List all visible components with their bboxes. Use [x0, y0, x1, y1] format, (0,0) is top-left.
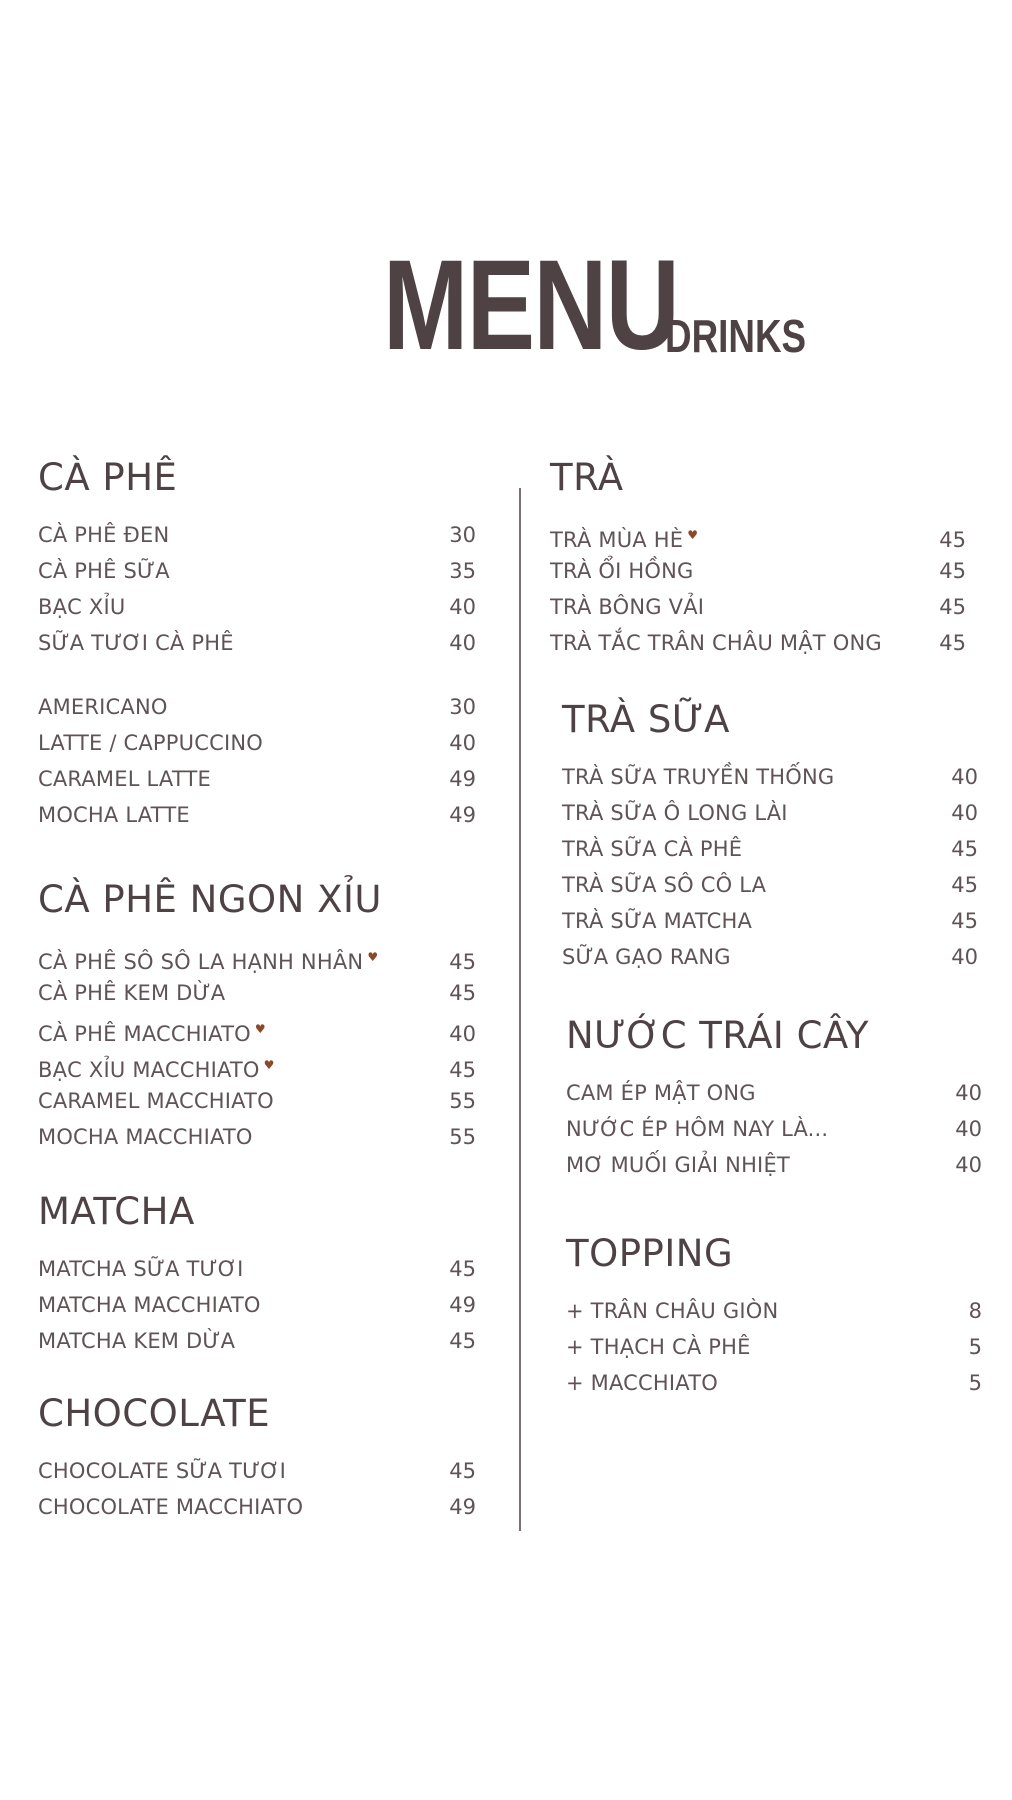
menu-item-price: 45 — [449, 980, 476, 1005]
menu-item — [550, 553, 966, 589]
menu-item-name-text: CARAMEL MACCHIATO — [38, 1088, 274, 1113]
menu-item-price: 40 — [449, 630, 476, 655]
menu-header — [383, 234, 841, 377]
menu-item-name — [550, 517, 698, 558]
menu-item-name — [562, 795, 788, 831]
menu-item-name — [38, 1453, 286, 1489]
menu-item-price: 49 — [449, 766, 476, 791]
item-list — [562, 759, 978, 975]
menu-item-name — [38, 1011, 266, 1052]
menu-item — [38, 553, 476, 589]
heart-icon: ♥ — [254, 1021, 266, 1036]
section-ca-phe-ngon-xiu — [38, 880, 476, 1155]
item-list — [566, 1293, 982, 1401]
menu-item-price: 45 — [939, 630, 966, 655]
menu-title: MENU — [383, 234, 679, 377]
menu-item-name — [562, 939, 731, 975]
menu-item-name — [38, 517, 169, 553]
item-list — [566, 1075, 982, 1183]
menu-item-name — [38, 625, 234, 661]
menu-item-name-text: SỮA TƯƠI CÀ PHÊ — [38, 630, 234, 655]
menu-item — [566, 1365, 982, 1401]
menu-item-name-text: TRÀ SỮA TRUYỀN THỐNG — [562, 764, 835, 789]
menu-item — [38, 1119, 476, 1155]
menu-item-name — [562, 831, 742, 867]
menu-item-name — [38, 761, 211, 797]
item-list — [550, 517, 966, 661]
section-ca-phe — [38, 458, 476, 833]
item-list — [38, 939, 476, 1155]
menu-item — [566, 1147, 982, 1183]
menu-item-name-text: MOCHA LATTE — [38, 802, 190, 827]
menu-item-name — [566, 1147, 790, 1183]
menu-item-price: 45 — [951, 908, 978, 933]
menu-item — [38, 517, 476, 553]
menu-item — [566, 1075, 982, 1111]
menu-item-price: 30 — [449, 694, 476, 719]
menu-item-name-text: TRÀ SỮA Ô LONG LÀI — [562, 800, 788, 825]
menu-item-name-text: CÀ PHÊ ĐEN — [38, 522, 170, 547]
menu-item-name-text: CÀ PHÊ SÔ SÔ LA HẠNH NHÂN — [38, 949, 364, 974]
heart-icon: ♥ — [687, 527, 699, 542]
section-title: CHOCOLATE — [38, 1392, 271, 1435]
menu-item-name — [562, 867, 766, 903]
menu-item-price: 40 — [955, 1116, 982, 1141]
menu-item-price: 45 — [939, 558, 966, 583]
menu-item-price: 49 — [449, 802, 476, 827]
section-tra-sua — [562, 700, 978, 975]
menu-item — [38, 797, 476, 833]
menu-item — [562, 903, 978, 939]
section-topping — [566, 1234, 982, 1401]
section-chocolate — [38, 1394, 476, 1525]
menu-item-name — [550, 625, 882, 661]
menu-item — [38, 1323, 476, 1359]
menu-item-name — [38, 1083, 274, 1119]
menu-item-name-text: + THẠCH CÀ PHÊ — [566, 1334, 751, 1359]
section-title: NƯỚC TRÁI CÂY — [566, 1014, 869, 1057]
menu-item — [38, 625, 476, 661]
menu-item — [566, 1293, 982, 1329]
menu-item-name-text: CÀ PHÊ MACCHIATO — [38, 1021, 251, 1046]
menu-item-name — [562, 903, 752, 939]
section-title: CÀ PHÊ NGON XỈU — [38, 878, 382, 921]
menu-item — [38, 975, 476, 1011]
menu-item-price: 40 — [955, 1080, 982, 1105]
menu-item-price: 45 — [449, 949, 476, 974]
menu-item — [562, 867, 978, 903]
menu-item — [562, 939, 978, 975]
menu-item-price: 5 — [968, 1370, 982, 1395]
heart-icon: ♥ — [367, 949, 379, 964]
menu-item-name — [550, 589, 704, 625]
menu-item-name-text: TRÀ SỮA SÔ CÔ LA — [562, 872, 767, 897]
item-list — [38, 517, 476, 661]
menu-item-name — [38, 1119, 253, 1155]
menu-item — [38, 1453, 476, 1489]
menu-item-name — [38, 1251, 244, 1287]
menu-item — [38, 761, 476, 797]
menu-item — [562, 831, 978, 867]
menu-item-name-text: MOCHA MACCHIATO — [38, 1124, 253, 1149]
menu-item-price: 40 — [951, 944, 978, 969]
section-tra — [550, 458, 966, 661]
menu-item-name — [566, 1329, 751, 1365]
menu-item-name-text: TRÀ MÙA HÈ — [550, 527, 684, 552]
menu-item-name-text: MATCHA KEM DỪA — [38, 1328, 236, 1353]
menu-item-price: 45 — [951, 836, 978, 861]
menu-item-price: 45 — [951, 872, 978, 897]
menu-item-name-text: CHOCOLATE MACCHIATO — [38, 1494, 304, 1519]
menu-item-name — [38, 589, 125, 625]
menu-item-price: 45 — [939, 527, 966, 552]
menu-item-name-text: CHOCOLATE SỮA TƯƠI — [38, 1458, 287, 1483]
menu-item-price: 55 — [449, 1088, 476, 1113]
column-divider — [519, 488, 521, 1531]
menu-item-name-text: SỮA GẠO RANG — [562, 944, 731, 969]
menu-item — [550, 625, 966, 661]
menu-subtitle: DRINKS — [665, 310, 807, 363]
menu-item-name — [566, 1365, 718, 1401]
menu-item-price: 5 — [968, 1334, 982, 1359]
menu-item-name — [38, 1489, 303, 1525]
menu-item-name — [566, 1111, 828, 1147]
menu-item-name-text: CÀ PHÊ KEM DỪA — [38, 980, 226, 1005]
menu-item-price: 40 — [449, 594, 476, 619]
menu-item — [38, 589, 476, 625]
item-list — [38, 689, 476, 833]
menu-item-name-text: CAM ÉP MẬT ONG — [566, 1080, 756, 1105]
menu-item-name — [38, 1047, 275, 1088]
menu-item — [38, 725, 476, 761]
heart-icon: ♥ — [263, 1057, 275, 1072]
menu-item-name-text: + MACCHIATO — [566, 1370, 718, 1395]
menu-item-name-text: TRÀ TẮC TRÂN CHÂU MẬT ONG — [550, 630, 882, 655]
menu-item-name — [38, 1287, 261, 1323]
menu-item-price: 45 — [449, 1057, 476, 1082]
menu-item-name — [38, 939, 378, 980]
menu-item-name-text: MATCHA SỮA TƯƠI — [38, 1256, 244, 1281]
menu-item — [566, 1329, 982, 1365]
menu-item — [562, 795, 978, 831]
menu-item — [38, 1011, 476, 1047]
menu-item-name-text: TRÀ BÔNG VẢI — [550, 594, 705, 619]
item-list — [38, 1251, 476, 1359]
menu-item-name — [38, 725, 263, 761]
menu-item-price: 30 — [449, 522, 476, 547]
menu-item — [38, 1251, 476, 1287]
menu-item-name-text: BẠC XỈU MACCHIATO — [38, 1057, 260, 1082]
menu-item-name-text: TRÀ SỮA CÀ PHÊ — [562, 836, 743, 861]
menu-item-price: 8 — [968, 1298, 982, 1323]
menu-item-name-text: NƯỚC ÉP HÔM NAY LÀ... — [566, 1116, 829, 1141]
menu-item-name — [566, 1293, 778, 1329]
menu-item — [550, 517, 966, 553]
menu-item-name — [38, 689, 168, 725]
menu-item — [550, 589, 966, 625]
menu-item — [38, 1083, 476, 1119]
menu-item — [38, 1489, 476, 1525]
section-matcha — [38, 1192, 476, 1359]
menu-item-price: 40 — [449, 1021, 476, 1046]
menu-item-price: 45 — [449, 1328, 476, 1353]
menu-item-name-text: AMERICANO — [38, 694, 168, 719]
menu-item — [38, 689, 476, 725]
menu-item — [38, 1287, 476, 1323]
menu-item-name-text: LATTE / CAPPUCCINO — [38, 730, 263, 755]
menu-item-price: 45 — [939, 594, 966, 619]
menu-item-name-text: CÀ PHÊ SỮA — [38, 558, 170, 583]
section-title: TOPPING — [566, 1232, 734, 1275]
menu-item-name — [38, 797, 190, 833]
menu-item-price: 45 — [449, 1256, 476, 1281]
menu-item-name — [562, 759, 834, 795]
menu-item-price: 40 — [951, 800, 978, 825]
section-title: MATCHA — [38, 1190, 195, 1233]
section-title: TRÀ — [550, 456, 624, 499]
menu-item-price: 40 — [449, 730, 476, 755]
menu-item-price: 35 — [449, 558, 476, 583]
section-nuoc-trai-cay — [566, 1016, 982, 1183]
item-list — [38, 1453, 476, 1525]
menu-item-name — [38, 1323, 235, 1359]
menu-item-price: 49 — [449, 1292, 476, 1317]
menu-item-name-text: CARAMEL LATTE — [38, 766, 211, 791]
menu-item-name-text: MATCHA MACCHIATO — [38, 1292, 261, 1317]
menu-item-price: 55 — [449, 1124, 476, 1149]
menu-item — [562, 759, 978, 795]
menu-item-name-text: + TRÂN CHÂU GIÒN — [566, 1298, 779, 1323]
menu-item-name-text: BẠC XỈU — [38, 594, 126, 619]
menu-item-price: 45 — [449, 1458, 476, 1483]
menu-item-name-text: TRÀ ỔI HỒNG — [550, 558, 694, 583]
menu-item — [38, 1047, 476, 1083]
menu-item — [38, 939, 476, 975]
menu-item-price: 40 — [951, 764, 978, 789]
menu-item-name — [566, 1075, 756, 1111]
menu-item — [566, 1111, 982, 1147]
section-title: CÀ PHÊ — [38, 456, 178, 499]
menu-item-name — [38, 975, 225, 1011]
menu-item-name-text: MƠ MUỐI GIẢI NHIỆT — [566, 1152, 790, 1177]
menu-item-name-text: TRÀ SỮA MATCHA — [562, 908, 753, 933]
menu-item-price: 49 — [449, 1494, 476, 1519]
menu-item-name — [550, 553, 694, 589]
section-title: TRÀ SỮA — [562, 698, 730, 741]
menu-item-price: 40 — [955, 1152, 982, 1177]
menu-item-name — [38, 553, 170, 589]
